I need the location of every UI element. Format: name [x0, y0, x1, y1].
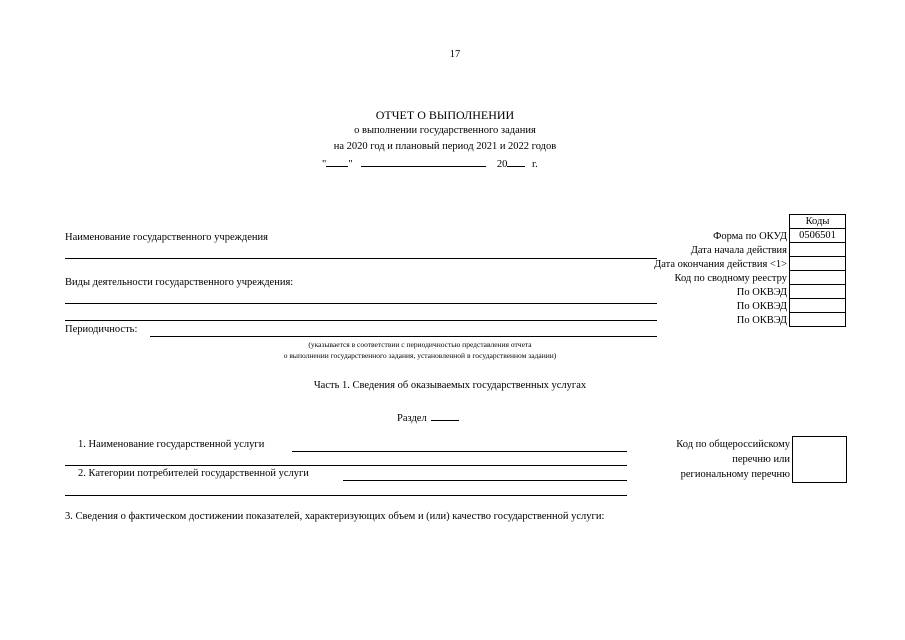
activity-label: Виды деятельности государственного учреждения: [65, 277, 294, 288]
date-year-prefix: 20 [496, 159, 508, 170]
periodicity-note-1: (указывается в соответствии с периодичностью представления отчета [308, 340, 532, 349]
code-start-date-label: Дата начала действия [690, 245, 787, 256]
date-g: г. [531, 159, 538, 170]
code-end-date-label: Дата окончания действия <1> [654, 259, 787, 270]
report-subtitle-2: на 2020 год и плановый период 2021 и 2022 годов [333, 141, 557, 152]
report-subtitle-1: о выполнении государственного задания [354, 125, 536, 136]
code-start-date-value[interactable] [789, 243, 846, 257]
part1-title: Часть 1. Сведения об оказываемых государственных услугах [313, 380, 587, 391]
service-name-label: 1. Наименование государственной услуги [78, 439, 265, 450]
code-okved-3-label: По ОКВЭД [736, 315, 787, 326]
code-okved-3-value[interactable] [789, 313, 846, 327]
date-day-blank[interactable] [326, 156, 348, 167]
date-quote-open: " [322, 159, 327, 170]
indicators-heading: 3. Сведения о фактическом достижении показателей, характеризующих объем и (или) качество государственной услуги: [65, 511, 605, 522]
code-list-label-2: перечню или [732, 454, 790, 465]
code-okved-2-label: По ОКВЭД [736, 301, 787, 312]
periodicity-label: Периодичность: [65, 324, 138, 335]
code-registry-value[interactable] [789, 271, 846, 285]
report-title: ОТЧЕТ О ВЫПОЛНЕНИИ [375, 108, 515, 122]
report-date-line [322, 156, 538, 171]
code-okved-2-value[interactable] [789, 299, 846, 313]
code-registry-label: Код по сводному реестру [674, 273, 787, 284]
date-quote-close: " [348, 159, 353, 170]
section-line [397, 410, 459, 425]
page-number: 17 [449, 49, 461, 60]
institution-label: Наименование государственного учреждения [65, 232, 268, 243]
date-year-blank[interactable] [507, 156, 525, 167]
code-okved-1-label: По ОКВЭД [736, 287, 787, 298]
service-name-line-2[interactable] [65, 465, 627, 466]
code-list-label-3: региональному перечню [680, 469, 790, 480]
code-list-label-1: Код по общероссийскому [676, 439, 790, 450]
code-list-box[interactable] [792, 436, 847, 483]
consumer-category-label: 2. Категории потребителей государственной услуги [78, 468, 309, 479]
consumer-category-line-1[interactable] [343, 480, 627, 481]
periodicity-note-2: о выполнении государственного задания, установленной в государственном задании) [283, 351, 557, 360]
code-okud-value[interactable]: 0506501 [789, 229, 846, 243]
code-end-date-value[interactable] [789, 257, 846, 271]
service-name-line-1[interactable] [292, 451, 627, 452]
codes-header: Коды [789, 214, 846, 229]
consumer-category-line-2[interactable] [65, 495, 627, 496]
section-number-blank[interactable] [431, 410, 459, 421]
code-okud-label: Форма по ОКУД [713, 231, 787, 242]
code-okved-1-value[interactable] [789, 285, 846, 299]
periodicity-line[interactable] [150, 336, 657, 337]
date-month-blank[interactable] [361, 156, 486, 167]
section-label: Раздел [397, 413, 427, 424]
